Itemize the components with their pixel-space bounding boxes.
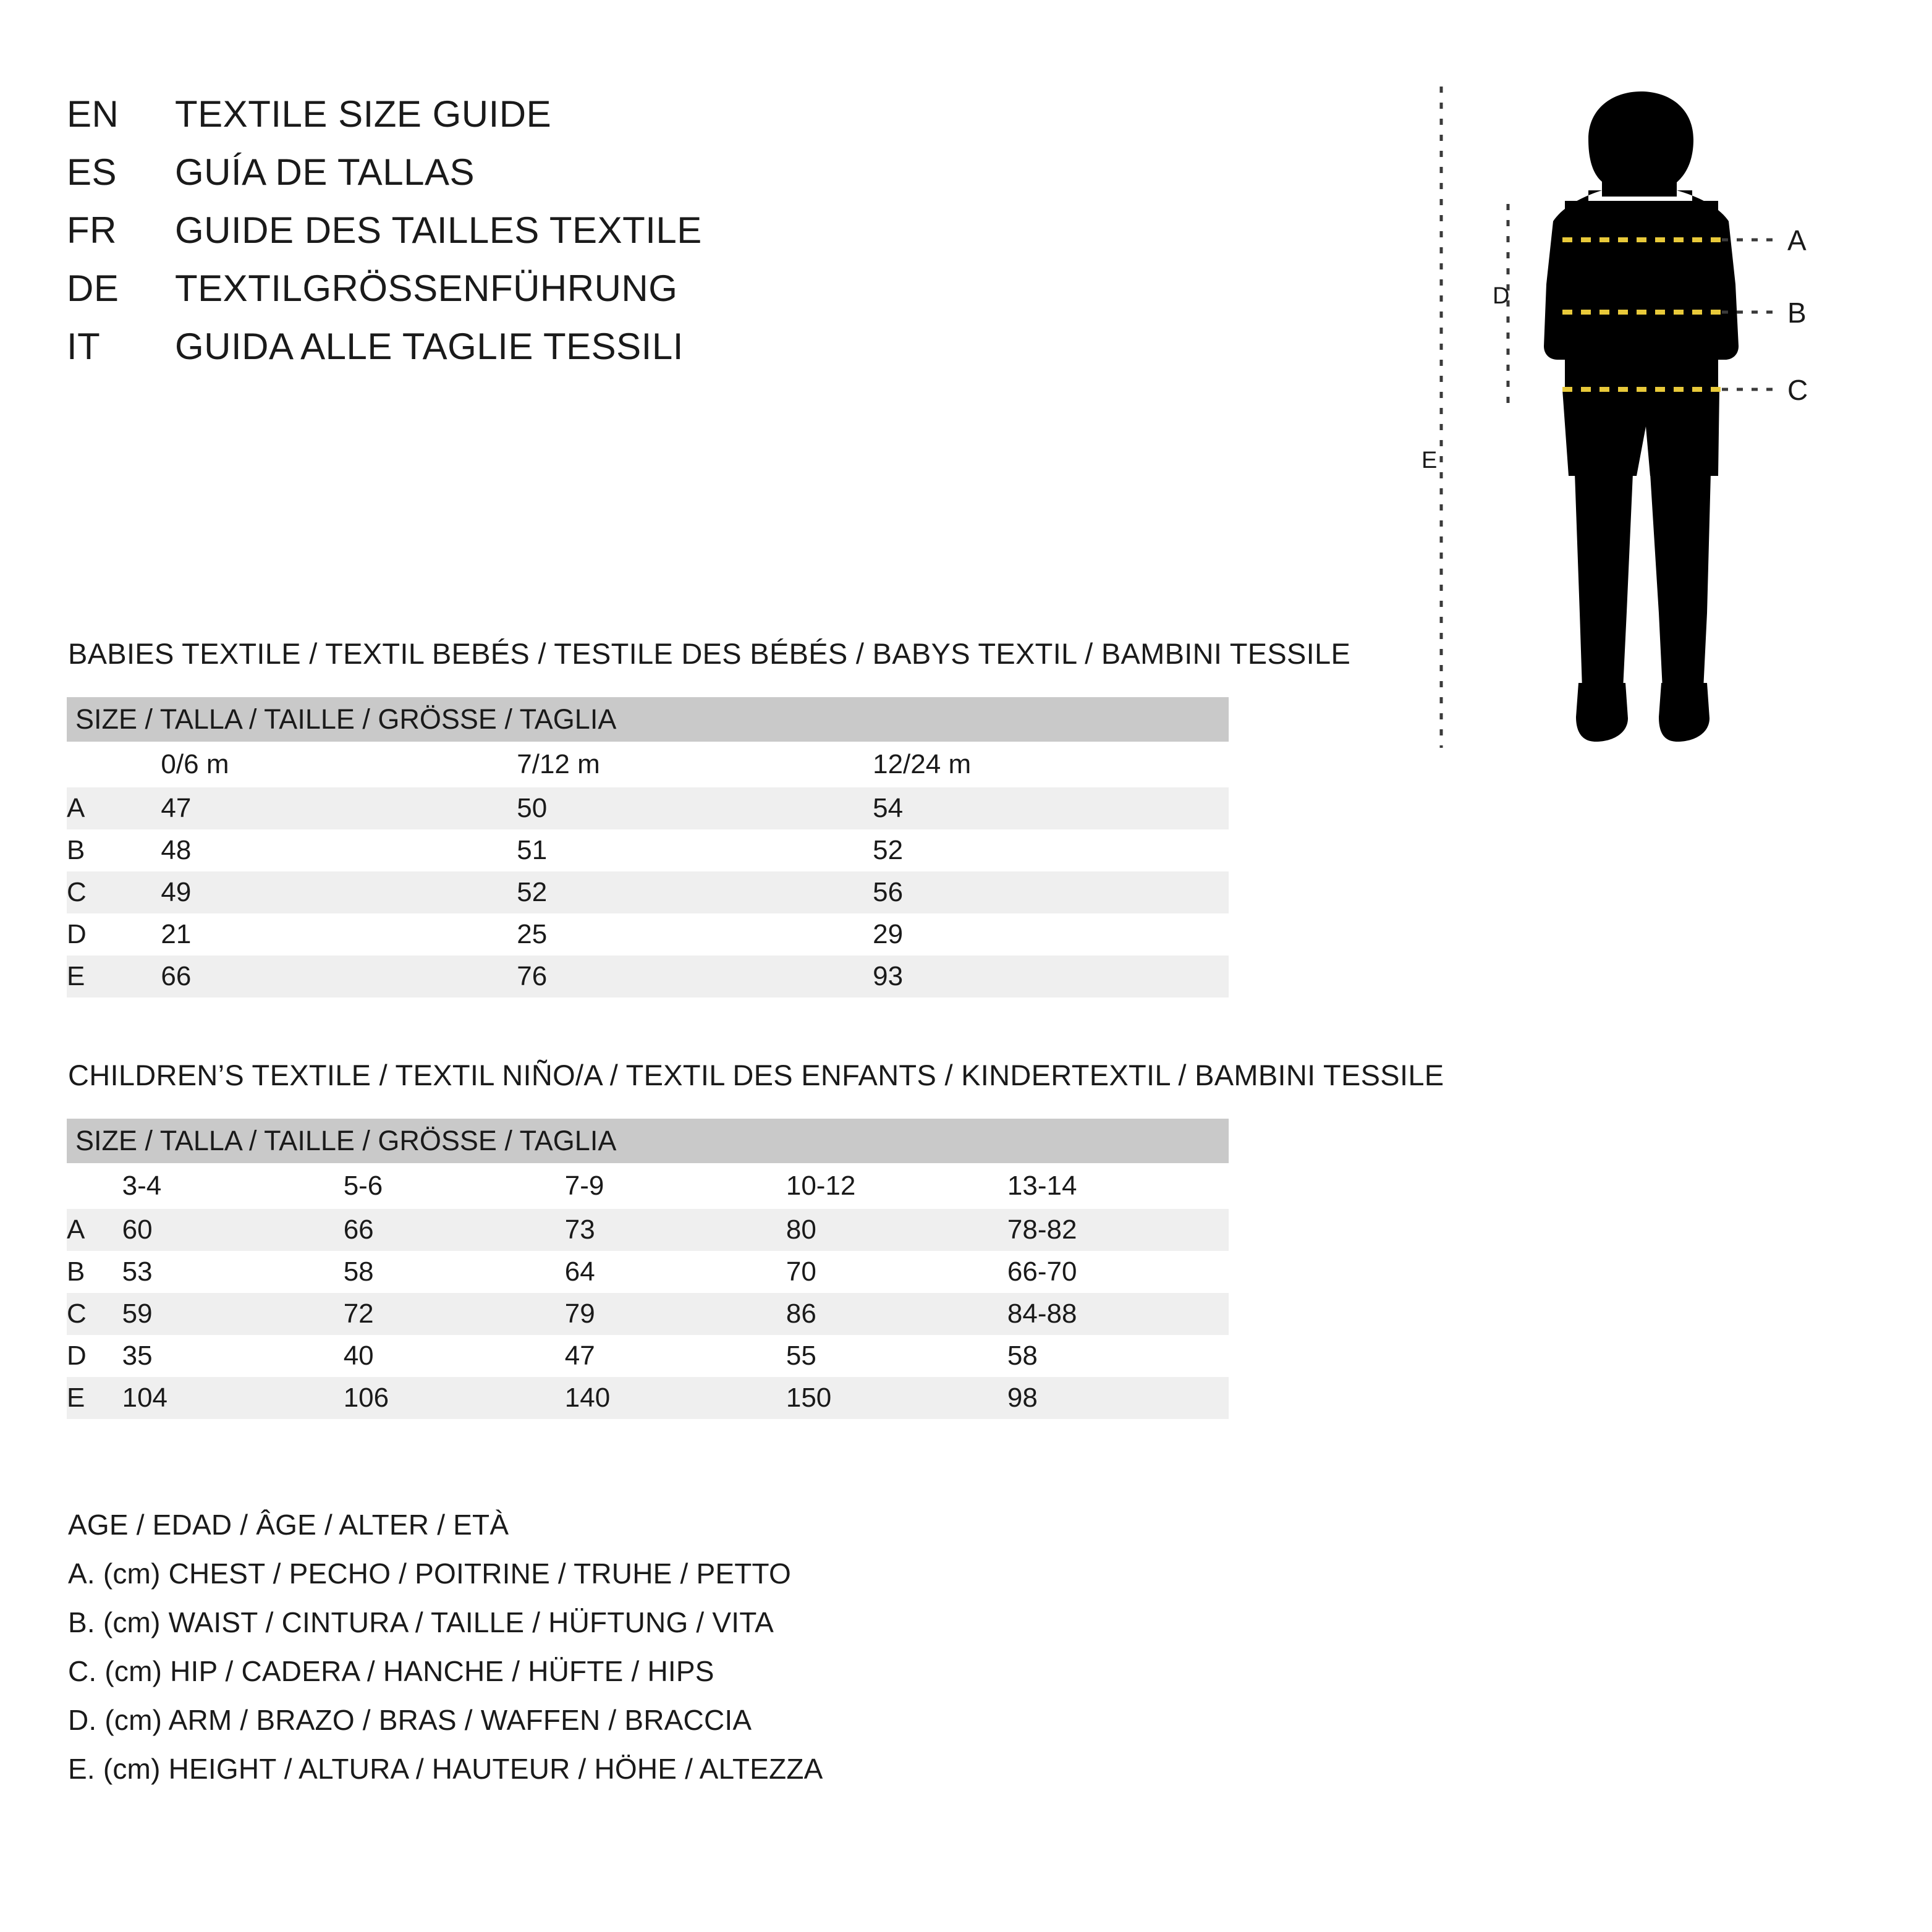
figure-label-e: E — [1421, 447, 1438, 473]
figure-label-b: B — [1787, 297, 1807, 329]
children-cell-e-2: 140 — [565, 1377, 786, 1419]
children-col-4: 13-14 — [1007, 1163, 1229, 1209]
children-cell-d-1: 40 — [344, 1335, 565, 1377]
title-lang-fr: FR — [67, 210, 117, 251]
children-cell-e-3: 150 — [786, 1377, 1007, 1419]
table-row — [67, 829, 1229, 871]
title-lang-en: EN — [67, 93, 119, 135]
legend-hip: C. (cm) HIP / CADERA / HANCHE / HÜFTE / HIPS — [68, 1655, 714, 1687]
children-cell-c-0: 59 — [122, 1293, 344, 1335]
babies-size-table — [67, 697, 1229, 998]
children-row-label-a: A — [67, 1209, 122, 1251]
babies-cell-d-1: 25 — [517, 913, 873, 955]
children-cell-b-0: 53 — [122, 1251, 344, 1293]
figure-label-c: C — [1787, 374, 1808, 406]
figure-label-d: D — [1493, 283, 1510, 309]
children-col-0: 3-4 — [122, 1163, 344, 1209]
child-silhouette — [1544, 91, 1739, 742]
title-text-it: GUIDA ALLE TAGLIE TESSILI — [175, 326, 684, 367]
children-cell-a-0: 60 — [122, 1209, 344, 1251]
title-row-fr — [67, 209, 1241, 267]
children-cell-c-3: 86 — [786, 1293, 1007, 1335]
children-cell-c-1: 72 — [344, 1293, 565, 1335]
title-row-en — [67, 93, 1241, 151]
table-row — [67, 1209, 1229, 1251]
children-row-label-b: B — [67, 1251, 122, 1293]
babies-cell-e-2: 93 — [873, 955, 1229, 998]
table-row — [67, 1293, 1229, 1335]
babies-cell-e-1: 76 — [517, 955, 873, 998]
children-cell-d-0: 35 — [122, 1335, 344, 1377]
children-section-heading: CHILDREN’S TEXTILE / TEXTIL NIÑO/A / TEXTIL DES ENFANTS / KINDERTEXTIL / BAMBINI TESSILE — [68, 1059, 1444, 1091]
children-cell-e-4: 98 — [1007, 1377, 1229, 1419]
table-header-row — [67, 1119, 1229, 1163]
children-size-header: SIZE / TALLA / TAILLE / GRÖSSE / TAGLIA — [67, 1119, 1229, 1163]
children-row-label-e: E — [67, 1377, 122, 1419]
measurement-figure — [1403, 80, 1860, 766]
children-cell-b-1: 58 — [344, 1251, 565, 1293]
children-cell-d-2: 47 — [565, 1335, 786, 1377]
title-text-de: TEXTILGRÖSSENFÜHRUNG — [175, 268, 678, 309]
children-size-table — [67, 1119, 1229, 1419]
table-column-row — [67, 742, 1229, 787]
babies-cell-d-0: 21 — [161, 913, 517, 955]
babies-cell-c-1: 52 — [517, 871, 873, 913]
children-row-label-d: D — [67, 1335, 122, 1377]
babies-row-label-d: D — [67, 913, 161, 955]
children-cell-b-2: 64 — [565, 1251, 786, 1293]
babies-cell-e-0: 66 — [161, 955, 517, 998]
babies-cell-b-0: 48 — [161, 829, 517, 871]
children-cell-b-3: 70 — [786, 1251, 1007, 1293]
measurement-legend — [68, 1508, 1304, 1801]
babies-cell-c-0: 49 — [161, 871, 517, 913]
babies-row-label-a: A — [67, 787, 161, 829]
babies-cell-a-2: 54 — [873, 787, 1229, 829]
table-row — [67, 1335, 1229, 1377]
babies-row-label-c: C — [67, 871, 161, 913]
babies-cell-b-1: 51 — [517, 829, 873, 871]
children-col-2: 7-9 — [565, 1163, 786, 1209]
legend-height: E. (cm) HEIGHT / ALTURA / HAUTEUR / HÖHE / ALTEZZA — [68, 1753, 823, 1785]
title-text-es: GUÍA DE TALLAS — [175, 151, 475, 193]
title-row-it — [67, 325, 1241, 383]
table-row — [67, 1377, 1229, 1419]
legend-chest: A. (cm) CHEST / PECHO / POITRINE / TRUHE / PETTO — [68, 1557, 791, 1590]
children-row-label-c: C — [67, 1293, 122, 1335]
babies-cell-a-0: 47 — [161, 787, 517, 829]
babies-section-heading: BABIES TEXTILE / TEXTIL BEBÉS / TESTILE DES BÉBÉS / BABYS TEXTIL / BAMBINI TESSILE — [68, 637, 1351, 670]
children-cell-d-4: 58 — [1007, 1335, 1229, 1377]
children-cell-a-4: 78-82 — [1007, 1209, 1229, 1251]
children-cell-c-4: 84-88 — [1007, 1293, 1229, 1335]
children-cell-c-2: 79 — [565, 1293, 786, 1335]
children-cell-a-1: 66 — [344, 1209, 565, 1251]
title-lang-de: DE — [67, 268, 119, 309]
title-text-fr: GUIDE DES TAILLES TEXTILE — [175, 210, 702, 251]
table-row — [67, 955, 1229, 998]
title-lang-es: ES — [67, 151, 117, 193]
title-text-en: TEXTILE SIZE GUIDE — [175, 93, 552, 135]
babies-cell-d-2: 29 — [873, 913, 1229, 955]
legend-arm: D. (cm) ARM / BRAZO / BRAS / WAFFEN / BRACCIA — [68, 1704, 752, 1736]
figure-label-a: A — [1787, 224, 1807, 256]
babies-col-1: 7/12 m — [517, 742, 873, 787]
table-column-row — [67, 1163, 1229, 1209]
table-row — [67, 871, 1229, 913]
empty-corner — [67, 1163, 122, 1209]
babies-col-2: 12/24 m — [873, 742, 1229, 787]
children-col-1: 5-6 — [344, 1163, 565, 1209]
empty-corner — [67, 742, 161, 787]
title-row-es — [67, 151, 1241, 209]
babies-row-label-e: E — [67, 955, 161, 998]
children-cell-b-4: 66-70 — [1007, 1251, 1229, 1293]
table-header-row — [67, 697, 1229, 742]
title-row-de — [67, 267, 1241, 325]
legend-waist: B. (cm) WAIST / CINTURA / TAILLE / HÜFTUNG / VITA — [68, 1606, 774, 1638]
legend-age: AGE / EDAD / ÂGE / ALTER / ETÀ — [68, 1509, 509, 1541]
title-block — [67, 93, 1241, 383]
children-cell-d-3: 55 — [786, 1335, 1007, 1377]
babies-row-label-b: B — [67, 829, 161, 871]
table-row — [67, 787, 1229, 829]
table-row — [67, 913, 1229, 955]
babies-size-header: SIZE / TALLA / TAILLE / GRÖSSE / TAGLIA — [67, 697, 1229, 742]
title-lang-it: IT — [67, 326, 101, 367]
babies-cell-b-2: 52 — [873, 829, 1229, 871]
children-cell-e-1: 106 — [344, 1377, 565, 1419]
children-cell-e-0: 104 — [122, 1377, 344, 1419]
children-col-3: 10-12 — [786, 1163, 1007, 1209]
children-cell-a-3: 80 — [786, 1209, 1007, 1251]
babies-col-0: 0/6 m — [161, 742, 517, 787]
table-row — [67, 1251, 1229, 1293]
babies-cell-c-2: 56 — [873, 871, 1229, 913]
children-cell-a-2: 73 — [565, 1209, 786, 1251]
babies-cell-a-1: 50 — [517, 787, 873, 829]
